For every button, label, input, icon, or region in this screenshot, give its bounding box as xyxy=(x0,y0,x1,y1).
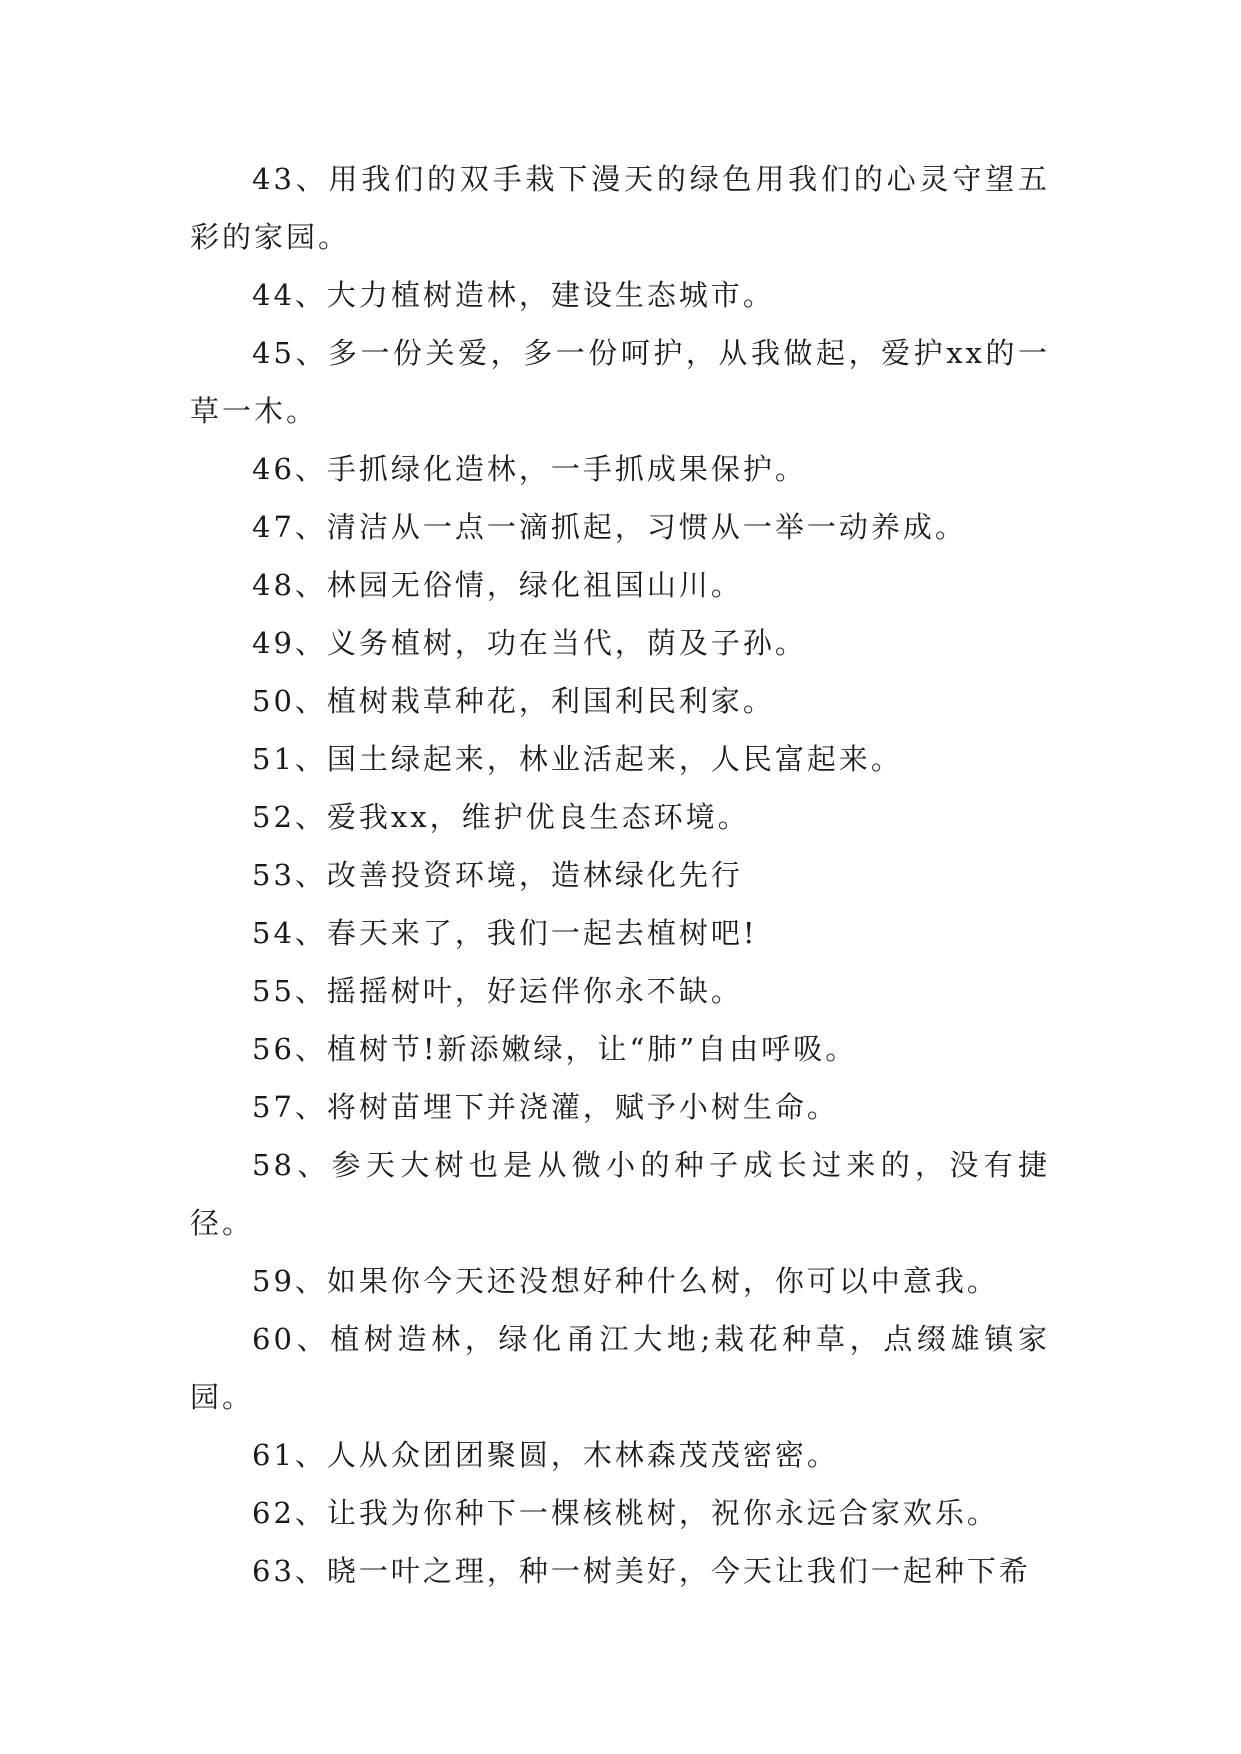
slogan-paragraph: 55、摇摇树叶，好运伴你永不缺。 xyxy=(252,974,743,1008)
slogan-paragraph: 58、参天大树也是从微小的种子成长过来的，没有捷径。 xyxy=(190,1148,1050,1240)
slogan-paragraph: 46、手抓绿化造林，一手抓成果保护。 xyxy=(252,452,807,486)
slogan-paragraph: 57、将树苗埋下并浇灌，赋予小树生命。 xyxy=(252,1090,839,1124)
slogan-paragraph: 61、人从众团团聚圆，木林森茂茂密密。 xyxy=(252,1438,839,1472)
document-body xyxy=(190,150,1050,1600)
slogan-paragraph: 51、国土绿起来，林业活起来，人民富起来。 xyxy=(252,742,903,776)
slogan-paragraph: 60、植树造林，绿化甬江大地;栽花种草，点缀雄镇家园。 xyxy=(190,1322,1050,1414)
slogan-paragraph: 62、让我为你种下一棵核桃树，祝你永远合家欢乐。 xyxy=(252,1496,999,1530)
slogan-paragraph: 54、春天来了，我们一起去植树吧! xyxy=(252,916,758,950)
slogan-paragraph: 63、晓一叶之理，种一树美好，今天让我们一起种下希 xyxy=(252,1554,1031,1588)
slogan-paragraph: 50、植树栽草种花，利国利民利家。 xyxy=(252,684,775,718)
slogan-paragraph: 59、如果你今天还没想好种什么树，你可以中意我。 xyxy=(252,1264,999,1298)
slogan-paragraph: 45、多一份关爱，多一份呵护，从我做起，爱护xx的一草一木。 xyxy=(190,336,1050,428)
slogan-paragraph: 49、义务植树，功在当代，荫及子孙。 xyxy=(252,626,807,660)
slogan-paragraph: 47、清洁从一点一滴抓起，习惯从一举一动养成。 xyxy=(252,510,967,544)
slogan-paragraph: 44、大力植树造林，建设生态城市。 xyxy=(252,278,775,312)
slogan-paragraph: 52、爱我xx，维护优良生态环境。 xyxy=(252,800,750,834)
slogan-paragraph: 43、用我们的双手栽下漫天的绿色用我们的心灵守望五彩的家园。 xyxy=(190,162,1050,254)
slogan-paragraph: 56、植树节!新添嫩绿，让“肺”自由呼吸。 xyxy=(252,1032,858,1066)
slogan-paragraph: 53、改善投资环境，造林绿化先行 xyxy=(252,858,743,892)
slogan-paragraph: 48、林园无俗情，绿化祖国山川。 xyxy=(252,568,743,602)
